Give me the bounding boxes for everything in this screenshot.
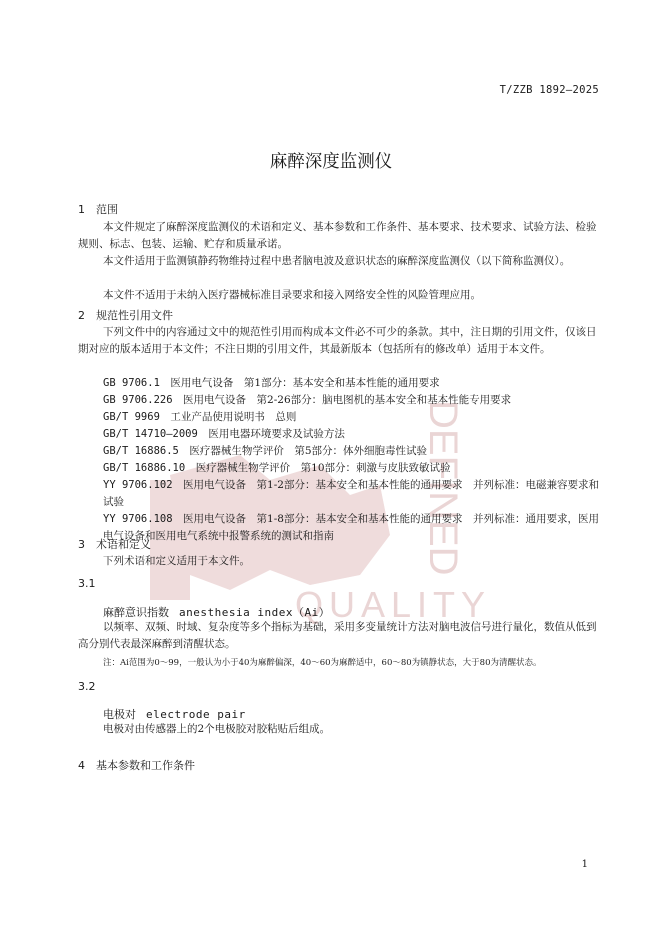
term-heading — [103, 604, 330, 620]
reference-item — [103, 426, 345, 443]
reference-title: 工业产品使用说明书 总则 — [170, 411, 297, 423]
reference-code: GB/T 14710—2009 — [103, 428, 198, 440]
watermark-word-1: DEFINED — [421, 400, 465, 576]
term-chinese: 麻醉意识指数 — [103, 606, 169, 619]
section-2-intro: 下列文件中的内容通过文中的规范性引用而构成本文件必不可少的条款。其中，注日期的引用文件，仅该日期对应的版本适用于本文件；不注日期的引用文件，其最新版本（包括所有的修改单）适用于本文件。 — [78, 326, 597, 355]
reference-code: GB 9706.1 — [103, 377, 160, 389]
term-number: 3.2 — [78, 680, 96, 693]
term-chinese: 电极对 — [103, 708, 136, 721]
reference-code: GB/T 9969 — [103, 411, 160, 423]
reference-code: YY 9706.108 — [103, 513, 173, 525]
term-heading — [103, 706, 246, 722]
reference-title: 医疗器械生物学评价 第5部分：体外细胞毒性试验 — [189, 445, 428, 457]
reference-title: 医用电气设备 第1部分：基本安全和基本性能的通用要求 — [170, 377, 440, 389]
term-note: 注：Ai范围为0～99，一般认为小于40为麻醉偏深，40～60为麻醉适中，60～80为镇静状态，大于80为清醒状态。 — [103, 658, 542, 668]
section-4-heading: 4 基本参数和工作条件 — [78, 759, 195, 772]
term-definition: 以频率、双频、时域、复杂度等多个指标为基础，采用多变量统计方法对脑电波信号进行量化，数值从低到高分别代表最深麻醉到清醒状态。 — [78, 621, 597, 650]
standard-number: T/ZZB 1892—2025 — [499, 84, 599, 96]
page-number: 1 — [581, 859, 588, 870]
term-english: anesthesia index（Ai） — [179, 606, 331, 619]
term-number: 3.1 — [78, 577, 96, 590]
reference-item — [103, 477, 604, 511]
reference-code: YY 9706.102 — [103, 479, 173, 491]
reference-item — [103, 443, 427, 460]
section-3-heading: 3 术语和定义 — [78, 538, 151, 551]
reference-item — [103, 460, 451, 477]
section-1-para-1: 本文件规定了麻醉深度监测仪的术语和定义、基本参数和工作条件、基本要求、技术要求、试验方法、检验规则、标志、包装、运输、贮存和质量承诺。 — [78, 221, 597, 250]
watermark-word-2: QUALITY — [295, 584, 492, 625]
reference-title: 医用电气设备 第2-26部分：脑电图机的基本安全和基本性能专用要求 — [183, 394, 512, 406]
section-2-heading: 2 规范性引用文件 — [78, 309, 173, 322]
reference-item — [103, 409, 296, 426]
reference-item — [103, 375, 440, 392]
term-definition: 电极对由传感器上的2个电极胶对胶粘贴后组成。 — [103, 723, 331, 735]
reference-title: 医用电气设备 第1-8部分：基本安全和基本性能的通用要求 并列标准：通用要求，医用电气设备和医用电气系统中报警系统的测试和指南 — [103, 513, 599, 542]
reference-item — [103, 392, 511, 409]
section-1-para-2: 本文件适用于监测镇静药物维持过程中患者脑电波及意识状态的麻醉深度监测仪（以下简称监测仪）。 — [103, 255, 571, 267]
reference-code: GB/T 16886.10 — [103, 462, 186, 474]
section-1-heading: 1 范围 — [78, 203, 118, 216]
term-english: electrode pair — [146, 708, 246, 721]
document-title: 麻醉深度监测仪 — [269, 152, 393, 172]
section-3-intro: 下列术语和定义适用于本文件。 — [103, 555, 250, 567]
reference-code: GB 9706.226 — [103, 394, 173, 406]
reference-code: GB/T 16886.5 — [103, 445, 179, 457]
reference-item — [103, 511, 604, 545]
reference-title: 医疗器械生物学评价 第10部分：刺激与皮肤致敏试验 — [195, 462, 451, 474]
section-1-para-3: 本文件不适用于未纳入医疗器械标准目录要求和接入网络安全性的风险管理应用。 — [103, 289, 481, 301]
reference-title: 医用电气设备 第1-2部分：基本安全和基本性能的通用要求 并列标准：电磁兼容要求和试验 — [103, 479, 599, 508]
reference-title: 医用电器环境要求及试验方法 — [208, 428, 345, 440]
